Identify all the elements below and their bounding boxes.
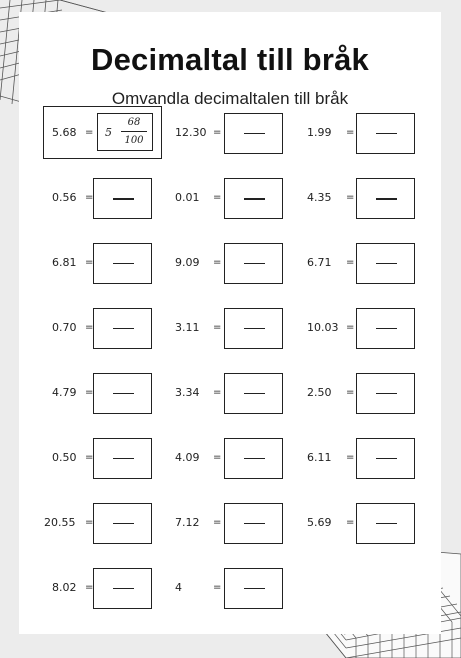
decimal-value: 6.81 — [52, 256, 77, 269]
answer-box[interactable] — [224, 373, 283, 414]
equals-sign: = — [346, 257, 355, 268]
answer-box[interactable] — [93, 373, 152, 414]
answer-box[interactable] — [356, 113, 415, 154]
answer-box[interactable] — [224, 113, 283, 154]
decimal-value: 0.50 — [52, 451, 77, 464]
fraction-bar — [244, 523, 265, 524]
fraction-bar — [244, 458, 265, 459]
equals-sign: = — [346, 387, 355, 398]
example-fraction-bar — [121, 131, 147, 132]
decimal-value: 4.09 — [175, 451, 200, 464]
answer-box[interactable] — [356, 308, 415, 349]
fraction-bar — [376, 263, 397, 264]
fraction-bar — [244, 588, 265, 589]
answer-box[interactable] — [224, 243, 283, 284]
decimal-value: 4.35 — [307, 191, 332, 204]
fraction-bar — [113, 198, 134, 200]
answer-box[interactable] — [356, 243, 415, 284]
answer-box[interactable] — [93, 178, 152, 219]
answer-box[interactable] — [356, 438, 415, 479]
answer-box[interactable] — [224, 503, 283, 544]
equals-sign: = — [213, 127, 222, 138]
answer-box[interactable] — [93, 503, 152, 544]
equals-sign: = — [213, 322, 222, 333]
instructions: Omvandla decimaltalen till bråk — [111, 89, 349, 108]
fraction-bar — [244, 393, 265, 394]
fraction-bar — [244, 263, 265, 264]
example-denominator: 100 — [124, 135, 144, 146]
fraction-bar — [376, 198, 397, 200]
fraction-bar — [376, 133, 397, 134]
equals-sign: = — [85, 387, 94, 398]
answer-box[interactable] — [93, 308, 152, 349]
decimal-value: 4.79 — [52, 386, 77, 399]
decimal-value: 7.12 — [175, 516, 200, 529]
answer-box[interactable] — [356, 178, 415, 219]
fraction-bar — [113, 458, 134, 459]
equals-sign: = — [85, 192, 94, 203]
answer-box[interactable] — [93, 438, 152, 479]
equals-sign: = — [85, 517, 94, 528]
decimal-value: 0.70 — [52, 321, 77, 334]
equals-sign: = — [213, 257, 222, 268]
fraction-bar — [113, 328, 134, 329]
answer-box[interactable] — [224, 178, 283, 219]
decimal-value: 10.03 — [307, 321, 339, 334]
equals-sign: = — [346, 452, 355, 463]
equals-sign: = — [85, 127, 94, 138]
answer-box[interactable] — [93, 243, 152, 284]
fraction-bar — [113, 588, 134, 589]
example-numerator: 68 — [127, 117, 141, 128]
decimal-value: 2.50 — [307, 386, 332, 399]
equals-sign: = — [213, 387, 222, 398]
fraction-bar — [244, 328, 265, 329]
answer-box[interactable] — [356, 503, 415, 544]
decimal-value: 8.02 — [52, 581, 77, 594]
decimal-value: 0.01 — [175, 191, 200, 204]
equals-sign: = — [85, 322, 94, 333]
fraction-bar — [376, 458, 397, 459]
fraction-bar — [244, 198, 265, 200]
equals-sign: = — [213, 452, 222, 463]
decimal-value: 6.11 — [307, 451, 332, 464]
equals-sign: = — [346, 322, 355, 333]
fraction-bar — [376, 523, 397, 524]
equals-sign: = — [346, 517, 355, 528]
equals-sign: = — [213, 517, 222, 528]
fraction-bar — [113, 263, 134, 264]
equals-sign: = — [346, 127, 355, 138]
answer-box[interactable] — [356, 373, 415, 414]
example-whole: 5 — [105, 126, 112, 139]
fraction-bar — [376, 328, 397, 329]
equals-sign: = — [85, 582, 94, 593]
decimal-value: 1.99 — [307, 126, 332, 139]
decimal-value: 5.69 — [307, 516, 332, 529]
answer-box[interactable] — [93, 568, 152, 609]
equals-sign: = — [346, 192, 355, 203]
fraction-bar — [244, 133, 265, 134]
decimal-value: 6.71 — [307, 256, 332, 269]
decimal-value: 12.30 — [175, 126, 207, 139]
equals-sign: = — [85, 257, 94, 268]
example-decimal: 5.68 — [52, 126, 77, 139]
decimal-value: 20.55 — [44, 516, 76, 529]
equals-sign: = — [213, 192, 222, 203]
equals-sign: = — [85, 452, 94, 463]
fraction-bar — [113, 523, 134, 524]
answer-box[interactable] — [224, 438, 283, 479]
decimal-value: 0.56 — [52, 191, 77, 204]
decimal-value: 3.34 — [175, 386, 200, 399]
decimal-value: 9.09 — [175, 256, 200, 269]
page-title: Decimaltal till bråk — [91, 42, 369, 77]
answer-box[interactable] — [224, 308, 283, 349]
equals-sign: = — [213, 582, 222, 593]
decimal-value: 4 — [175, 581, 182, 594]
decimal-value: 3.11 — [175, 321, 200, 334]
fraction-bar — [113, 393, 134, 394]
fraction-bar — [376, 393, 397, 394]
example-fraction-box — [97, 113, 153, 151]
answer-box[interactable] — [224, 568, 283, 609]
